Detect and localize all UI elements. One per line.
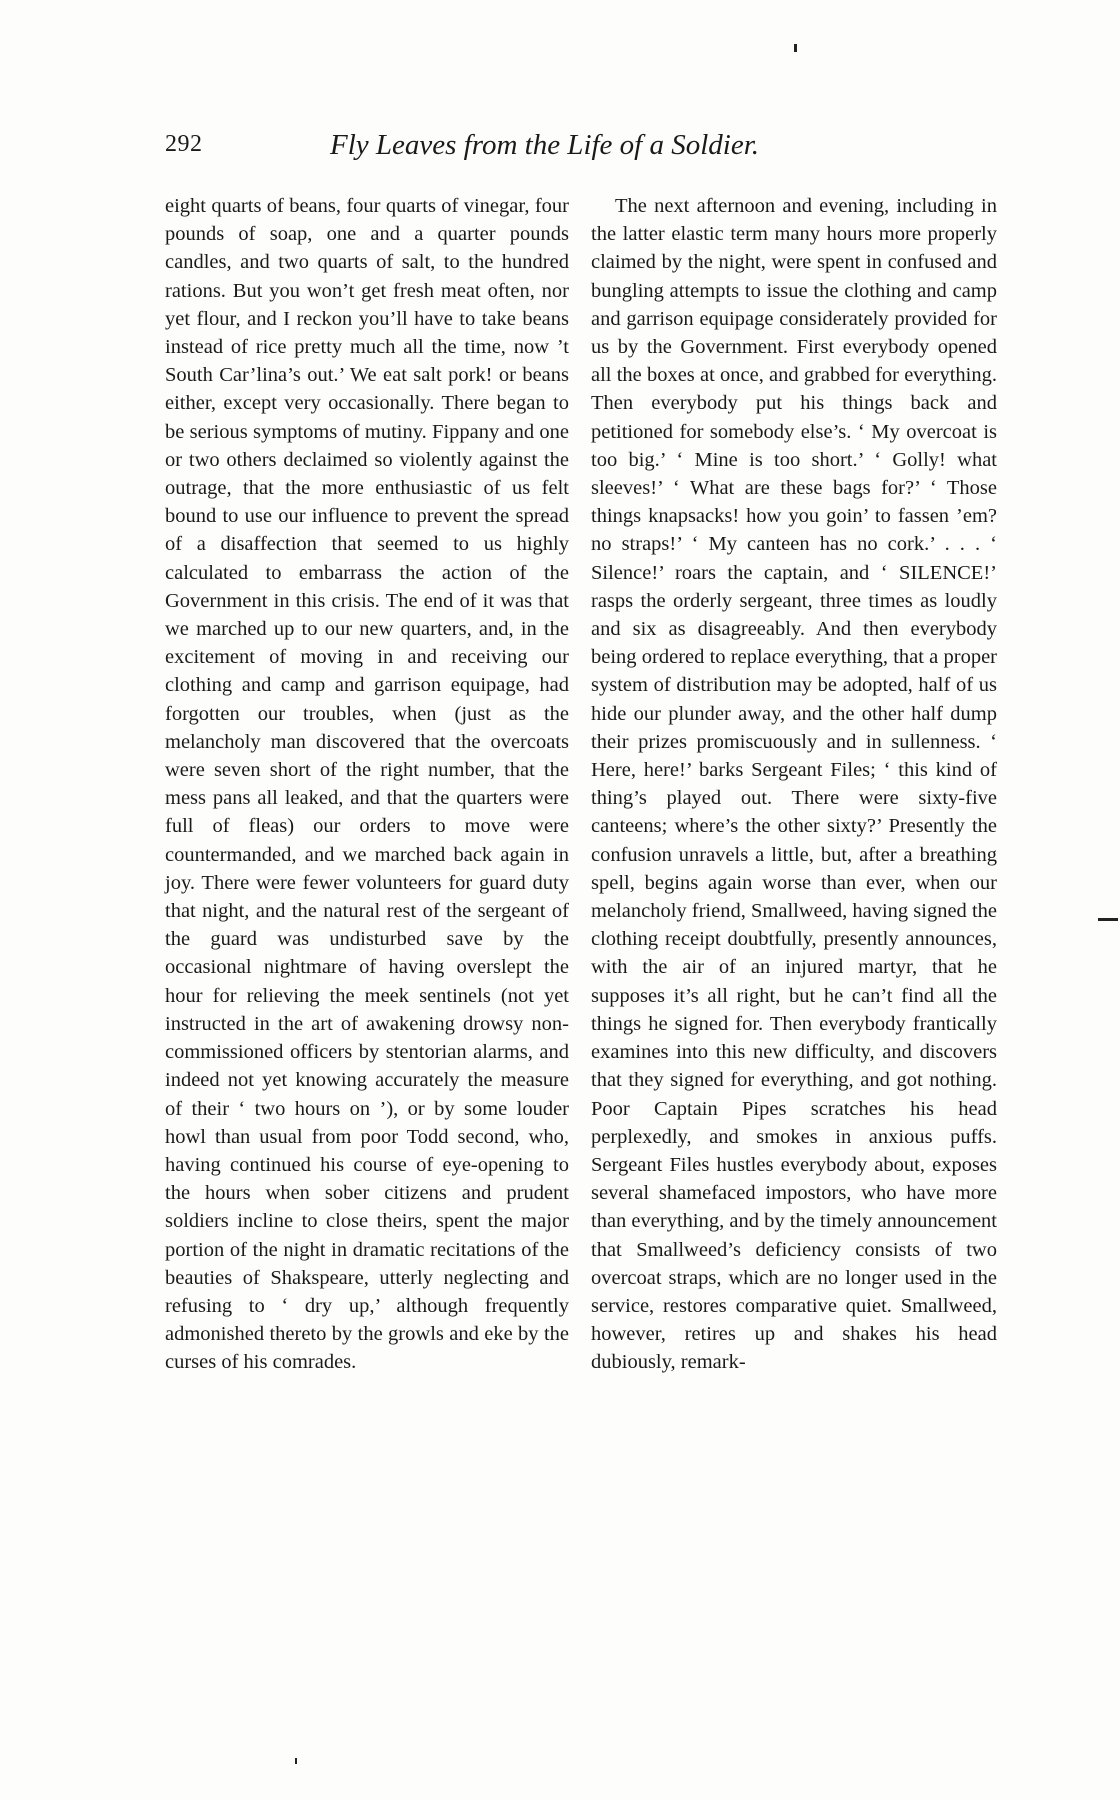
ink-speck <box>295 1758 297 1764</box>
ink-speck <box>794 44 797 52</box>
paragraph: The next afternoon and evening, including in the latter elastic term many hours more properly claimed by the night, were spent in confused and bungling attempts to issue the clothing and camp and garrison equipage considerately provided for us by the Government. First everybody opened all the boxes at once, and grabbed for everything. Then everybody put his things back and petitioned for somebody else’s. ‘ My overcoat is too big.’ ‘ Mine is too short.’ ‘ Golly! what sleeves!’ ‘ What are these bags for?’ ‘ Those things knapsacks! how you goin’ to fassen ’em? no straps!’ ‘ My canteen has no cork.’ . . . ‘ Silence!’ roars the captain, and ‘ SILENCE!’ rasps the orderly sergeant, three times as loudly and six as disagreeably. And then everybody being ordered to replace everything, that a proper system of distribution may be adopted, half of us hide our plunder away, and the other half dump their prizes promiscuously and in sullenness. ‘ Here, here!’ barks Sergeant Files; ‘ this kind of thing’s played out. There were sixty-five canteens; where’s the other sixty?’ Presently the confusion unravels a little, but, after a breathing spell, begins again worse than ever, when our melancholy friend, Smallweed, having signed the clothing receipt doubtfully, presently announces, with the air of an injured martyr, that he supposes it’s all right, but he can’t find all the things he signed for. Then everybody frantically examines into this new difficulty, and discovers that they signed for everything, and got nothing. Poor Captain Pipes scratches his head perplexedly, and smokes in anxious puffs. Sergeant Files hustles everybody about, exposes several shamefaced impostors, who have more than everything, and by the timely announcement that Smallweed’s deficiency consists of two overcoat straps, which are no longer used in the service, restores comparative quiet. Smallweed, however, retires up and shakes his head dubiously, remark- <box>591 195 997 1374</box>
running-title: Fly Leaves from the Life of a Soldier. <box>330 129 760 161</box>
page-header <box>165 131 1000 165</box>
margin-dash <box>1098 918 1118 921</box>
paragraph: eight quarts of beans, four quarts of vinegar, four pounds of soap, one and a quarter pounds candles, and two quarts of salt, to the hundred rations. But you won’t get fresh meat often, nor yet flour, and I reckon you’ll have to take beans instead of rice pretty much all the time, now ’t South Car’lina’s out.’ We eat salt pork! or beans either, except very occasionally. There began to be serious symptoms of mutiny. Fippany and one or two others declaimed so violently against the outrage, that the more enthusiastic of us felt bound to use our influence to prevent the spread of a disaffection that seemed to us highly calculated to embarrass the action of the Government in this crisis. The end of it was that we marched up to our new quarters, and, in the excitement of moving in and receiving our clothing and camp and garrison equipage, had forgotten our troubles, when (just as the melancholy man discovered that the overcoats were seven short of the right number, that the mess pans all leaked, and that the quarters were full of fleas) our orders to move were countermanded, and we marched back again in joy. There were fewer volunteers for guard duty that night, and the natural rest of the sergeant of the guard was undisturbed save by the occasional nightmare of having overslept the hour for relieving the meek sentinels (not yet instructed in the art of awakening drowsy non-commissioned officers by stentorian alarms, and indeed not yet knowing accurately the measure of their ‘ two hours on ’), or by some louder howl than usual from poor Todd second, who, having continued his course of eye-opening to the hours when sober citizens and prudent soldiers incline to close theirs, spent the major portion of the night in dramatic recitations of the beauties of Shakspeare, utterly neglecting and refusing to ‘ dry up,’ although frequently admonished thereto by the growls and eke by the curses of his comrades. <box>165 195 569 1374</box>
right-column <box>591 192 997 1377</box>
page-number: 292 <box>165 131 203 157</box>
left-column <box>165 192 569 1377</box>
